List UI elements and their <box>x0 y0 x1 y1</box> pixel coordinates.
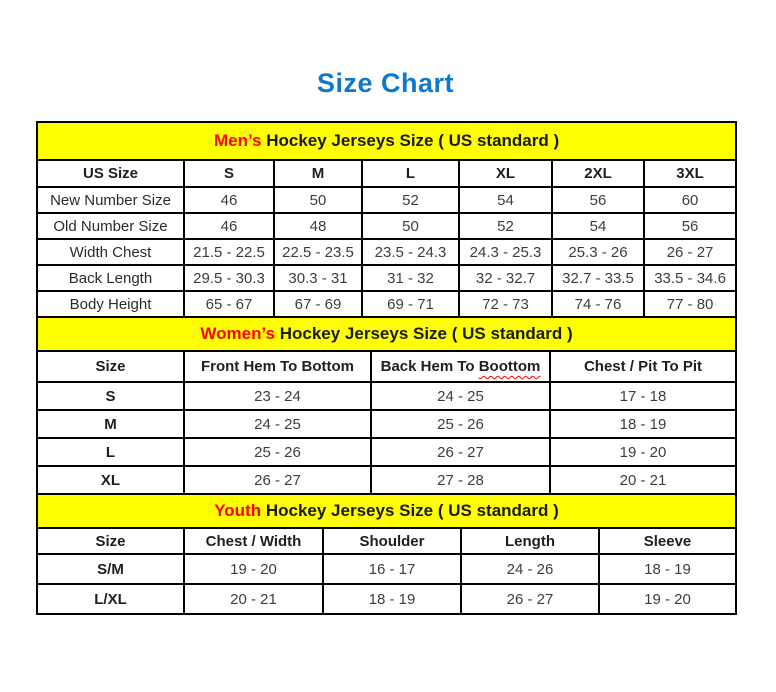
row-label: Back Length <box>37 265 184 291</box>
row-label: L <box>37 438 184 466</box>
value-cell: 54 <box>552 213 644 239</box>
size-table-youth <box>36 493 737 615</box>
value-cell: 50 <box>274 187 362 213</box>
table-row <box>37 584 736 614</box>
header-cell: Sleeve <box>599 528 736 554</box>
header-cell: 3XL <box>644 160 736 187</box>
header-cell: Front Hem To Bottom <box>184 351 371 382</box>
header-cell: US Size <box>37 160 184 187</box>
value-cell: 54 <box>459 187 552 213</box>
value-cell: 52 <box>459 213 552 239</box>
value-cell: 26 - 27 <box>184 466 371 494</box>
value-cell: 31 - 32 <box>362 265 459 291</box>
row-label: XL <box>37 466 184 494</box>
header-cell: Chest / Width <box>184 528 323 554</box>
value-cell: 23.5 - 24.3 <box>362 239 459 265</box>
value-cell: 19 - 20 <box>550 438 736 466</box>
womens-header-row <box>37 351 736 382</box>
row-label: S/M <box>37 554 184 584</box>
value-cell: 30.3 - 31 <box>274 265 362 291</box>
header-text: Back Hem To <box>380 358 479 375</box>
value-cell: 25.3 - 26 <box>552 239 644 265</box>
header-cell: XL <box>459 160 552 187</box>
header-cell: Size <box>37 351 184 382</box>
value-cell: 20 - 21 <box>550 466 736 494</box>
header-cell: S <box>184 160 274 187</box>
value-cell: 24 - 25 <box>371 382 550 410</box>
value-cell: 26 - 27 <box>644 239 736 265</box>
header-cell: Length <box>461 528 599 554</box>
row-label: Body Height <box>37 291 184 317</box>
value-cell: 65 - 67 <box>184 291 274 317</box>
value-cell: 22.5 - 23.5 <box>274 239 362 265</box>
value-cell: 46 <box>184 213 274 239</box>
value-cell: 74 - 76 <box>552 291 644 317</box>
page-title: Size Chart <box>316 68 455 98</box>
value-cell: 23 - 24 <box>184 382 371 410</box>
womens-banner-row <box>37 317 736 351</box>
value-cell: 19 - 20 <box>599 584 736 614</box>
value-cell: 72 - 73 <box>459 291 552 317</box>
header-cell: L <box>362 160 459 187</box>
table-row <box>37 187 736 213</box>
value-cell: 50 <box>362 213 459 239</box>
value-cell: 77 - 80 <box>644 291 736 317</box>
value-cell: 20 - 21 <box>184 584 323 614</box>
table-row <box>37 291 736 317</box>
value-cell: 17 - 18 <box>550 382 736 410</box>
value-cell: 24.3 - 25.3 <box>459 239 552 265</box>
table-row <box>37 213 736 239</box>
value-cell: 56 <box>552 187 644 213</box>
table-row <box>37 239 736 265</box>
header-cell: M <box>274 160 362 187</box>
mens-banner-row <box>37 122 736 160</box>
table-row <box>37 410 736 438</box>
mens-header-row <box>37 160 736 187</box>
banner-text: Hockey Jerseys Size ( US standard ) <box>275 324 573 343</box>
table-row <box>37 554 736 584</box>
header-cell: Chest / Pit To Pit <box>550 351 736 382</box>
header-cell: Size <box>37 528 184 554</box>
banner-text: Hockey Jerseys Size ( US standard ) <box>261 501 559 520</box>
value-cell: 18 - 19 <box>550 410 736 438</box>
value-cell: 32 - 32.7 <box>459 265 552 291</box>
table-row <box>37 265 736 291</box>
value-cell: 18 - 19 <box>323 584 461 614</box>
size-tables <box>36 121 735 615</box>
row-label: M <box>37 410 184 438</box>
value-cell: 69 - 71 <box>362 291 459 317</box>
value-cell: 48 <box>274 213 362 239</box>
value-cell: 26 - 27 <box>461 584 599 614</box>
table-row <box>37 466 736 494</box>
value-cell: 67 - 69 <box>274 291 362 317</box>
misspelled-word: Boottom <box>478 358 541 375</box>
banner-highlight: Youth <box>214 501 262 520</box>
value-cell: 25 - 26 <box>184 438 371 466</box>
value-cell: 27 - 28 <box>371 466 550 494</box>
header-cell: Shoulder <box>323 528 461 554</box>
row-label: L/XL <box>37 584 184 614</box>
womens-banner <box>37 317 736 351</box>
value-cell: 33.5 - 34.6 <box>644 265 736 291</box>
size-table-mens <box>36 121 737 318</box>
table-row <box>37 438 736 466</box>
value-cell: 52 <box>362 187 459 213</box>
mens-banner <box>37 122 736 160</box>
row-label: Width Chest <box>37 239 184 265</box>
youth-banner-row <box>37 494 736 528</box>
banner-text: Hockey Jerseys Size ( US standard ) <box>261 131 560 150</box>
value-cell: 24 - 25 <box>184 410 371 438</box>
row-label: Old Number Size <box>37 213 184 239</box>
value-cell: 16 - 17 <box>323 554 461 584</box>
value-cell: 19 - 20 <box>184 554 323 584</box>
row-label: New Number Size <box>37 187 184 213</box>
value-cell: 56 <box>644 213 736 239</box>
value-cell: 32.7 - 33.5 <box>552 265 644 291</box>
banner-highlight: Women’s <box>200 324 275 343</box>
value-cell: 26 - 27 <box>371 438 550 466</box>
youth-header-row <box>37 528 736 554</box>
value-cell: 24 - 26 <box>461 554 599 584</box>
banner-highlight: Men’s <box>213 131 262 150</box>
value-cell: 29.5 - 30.3 <box>184 265 274 291</box>
youth-banner <box>37 494 736 528</box>
header-cell: 2XL <box>552 160 644 187</box>
value-cell: 60 <box>644 187 736 213</box>
table-row <box>37 382 736 410</box>
value-cell: 21.5 - 22.5 <box>184 239 274 265</box>
value-cell: 46 <box>184 187 274 213</box>
header-cell <box>371 351 550 382</box>
size-table-womens <box>36 316 737 495</box>
value-cell: 18 - 19 <box>599 554 736 584</box>
row-label: S <box>37 382 184 410</box>
value-cell: 25 - 26 <box>371 410 550 438</box>
